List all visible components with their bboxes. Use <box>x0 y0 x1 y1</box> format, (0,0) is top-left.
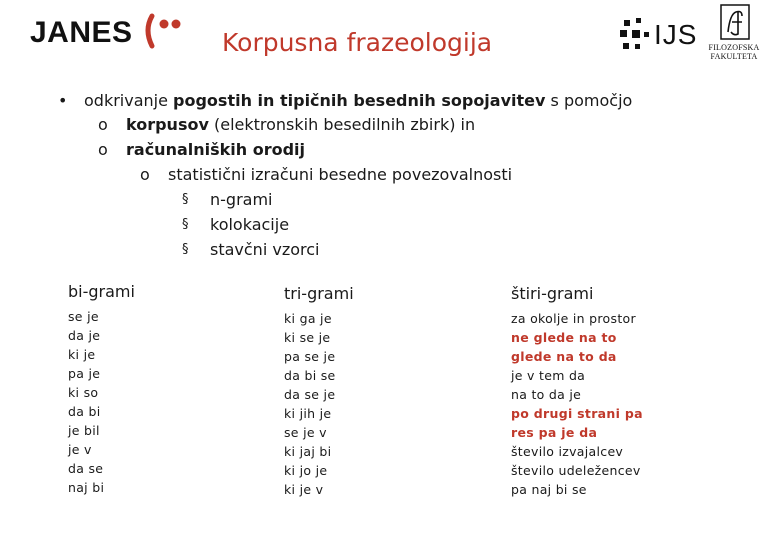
faculty-logo-line-1: FILOZOFSKA <box>708 43 760 52</box>
outline-item-text: korpusov <box>126 115 209 134</box>
ngram-item: da se je <box>284 387 336 402</box>
outline-item-text: stavčni vzorci <box>210 240 320 259</box>
ijs-logo-text: IJS <box>654 19 698 50</box>
ngram-item: da bi se <box>284 368 336 383</box>
ngram-item: pa naj bi se <box>511 482 587 497</box>
faculty-logo-line-2: FAKULTETA <box>710 52 758 61</box>
ngram-item: je v tem da <box>511 368 586 383</box>
outline-item-text: odkrivanje <box>84 91 174 110</box>
ngram-item: ki jaj bi <box>284 444 332 459</box>
ngram-item: po drugi strani pa <box>511 406 643 421</box>
outline-item-text: pogostih in tipičnih besednih sopojavitev <box>173 91 546 110</box>
outline-item <box>126 139 305 161</box>
outline-marker: § <box>182 242 189 257</box>
ngram-item: res pa je da <box>511 425 598 440</box>
faculty-emblem-icon <box>720 4 750 40</box>
outline-item <box>168 164 512 186</box>
ngram-item: se je v <box>284 425 327 440</box>
ijs-logo <box>620 16 705 56</box>
ngram-item: ki se je <box>284 330 331 345</box>
janes-logo-mark-icon <box>142 12 192 52</box>
ngram-item: je v <box>68 442 92 457</box>
ngram-item: število izvajalcev <box>511 444 624 459</box>
ngram-item: za okolje in prostor <box>511 311 636 326</box>
janes-logo-text: JANES <box>30 16 133 49</box>
ngram-item: se je <box>68 309 99 324</box>
ngram-item: naj bi <box>68 480 105 495</box>
outline-item <box>210 214 289 236</box>
outline-item-text: kolokacije <box>210 215 290 234</box>
outline-item-text: s pomočjo <box>545 91 633 110</box>
outline-item-text: statistični izračuni besedne povezovalnosti <box>168 165 513 184</box>
outline-item-text: (elektronskih besedilnih zbirk) in <box>208 115 476 134</box>
ngram-item: pa je <box>68 366 101 381</box>
ngram-item: glede na to da <box>511 349 617 364</box>
outline-item <box>84 90 632 112</box>
ngram-item: ne glede na to <box>511 330 617 345</box>
outline-item-text: n-grami <box>210 190 273 209</box>
ngram-item: ki ga je <box>284 311 332 326</box>
ngram-item: je bil <box>68 423 100 438</box>
ngram-item: pa se je <box>284 349 336 364</box>
outline-item <box>210 189 272 211</box>
ngram-list <box>284 309 354 499</box>
ngram-column <box>284 284 354 499</box>
outline-marker: o <box>140 165 150 184</box>
ngram-column <box>511 284 643 499</box>
outline-marker: § <box>182 217 189 232</box>
faculty-logo <box>706 4 762 64</box>
ngram-list <box>68 307 135 497</box>
ngram-item: da se <box>68 461 104 476</box>
ngram-item: število udeležencev <box>511 463 641 478</box>
ngram-item: da je <box>68 328 101 343</box>
ngram-column <box>68 282 135 497</box>
outline-marker: o <box>98 115 108 134</box>
ngram-column-heading: tri-grami <box>284 284 354 303</box>
ngram-item: na to da je <box>511 387 582 402</box>
janes-logo <box>30 10 180 54</box>
ngram-item: ki jih je <box>284 406 332 421</box>
ngram-item: ki je v <box>284 482 324 497</box>
ngram-column-heading: bi-grami <box>68 282 135 301</box>
outline-item <box>126 114 475 136</box>
outline-marker: • <box>58 91 68 110</box>
ngram-column-heading: štiri-grami <box>511 284 594 303</box>
ijs-logo-dots-icon <box>620 18 650 54</box>
ngram-item: da bi <box>68 404 101 419</box>
ngram-item: ki jo je <box>284 463 328 478</box>
outline-item-text: računalniških orodij <box>126 140 306 159</box>
outline-item <box>210 239 319 261</box>
outline-marker: o <box>98 140 108 159</box>
ngram-item: ki je <box>68 347 96 362</box>
page-title: Korpusna frazeologija <box>222 28 493 57</box>
outline-marker: § <box>182 192 189 207</box>
ngram-list <box>511 309 643 499</box>
ngram-item: ki so <box>68 385 99 400</box>
